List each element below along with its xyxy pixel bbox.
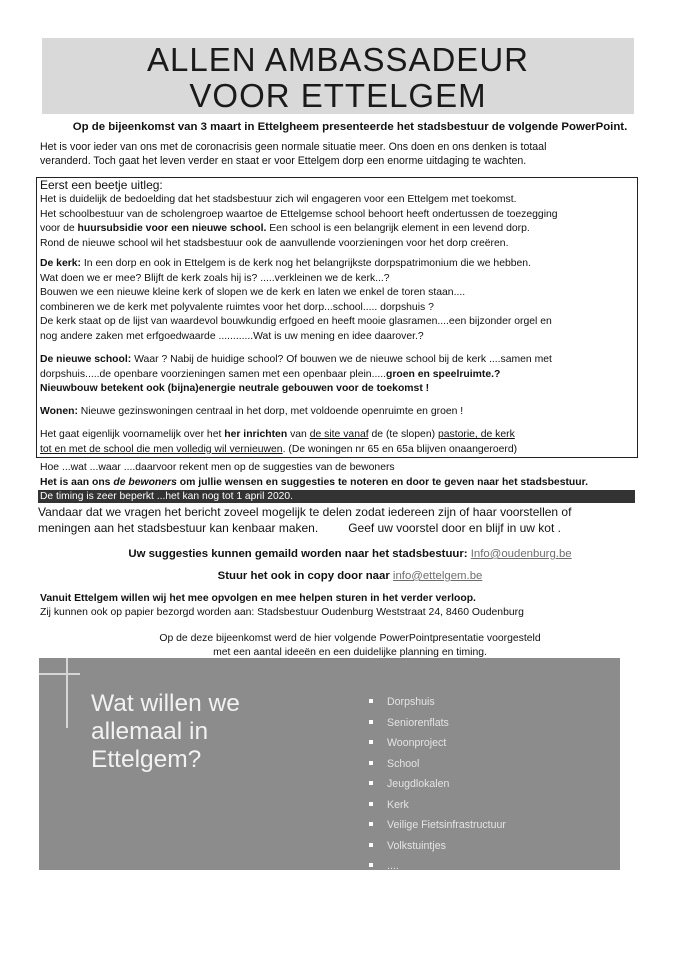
- vanuit-line-1: Vanuit Ettelgem willen wij het mee opvolgen en mee helpen sturen in het verder verloop.: [40, 593, 476, 604]
- slide-title-line-3: Ettelgem?: [91, 746, 202, 773]
- slide-list-item-label: Volkstuintjes: [387, 839, 446, 852]
- slide-list-item-label: Kerk: [387, 798, 409, 811]
- school-line-2-pre: dorpshuis.....de openbare voorzieningen samen met een openbaar plein.....: [40, 368, 387, 380]
- slide-list-item-label: School: [387, 757, 420, 770]
- vanuit-paragraph: [40, 592, 660, 620]
- inrichten-mid-2: de (te slopen): [368, 429, 438, 440]
- school-label: De nieuwe school:: [40, 354, 132, 365]
- powerpoint-slide: [39, 658, 620, 870]
- mail-line-1: [0, 548, 700, 560]
- wonen-line: [40, 405, 640, 420]
- uitleg-section: [40, 178, 640, 251]
- bullet-icon: [369, 843, 373, 847]
- intro-paragraph: [40, 140, 640, 168]
- slide-list-item-label: Seniorenflats: [387, 716, 449, 729]
- bullet-icon: [369, 802, 373, 806]
- inrichten-bold: her inrichten: [224, 429, 288, 440]
- uitleg-line-2: Het schoolbestuur van de scholengroep waartoe de Ettelgemse school behoort heeft ondertussen de toezegging: [40, 208, 558, 220]
- ettelgem-email-link[interactable]: info@ettelgem.be: [392, 570, 483, 582]
- suggesties-bold-1: Het is aan ons: [40, 476, 114, 488]
- slide-list-item-label: Jeugdlokalen: [387, 778, 450, 790]
- mail-line-1-text: Uw suggesties kunnen gemaild worden naar het stadsbestuur:: [128, 548, 471, 560]
- kerk-line-1: [40, 257, 640, 272]
- bullet-icon: [369, 761, 373, 765]
- suggesties-bold-2: om jullie wensen en suggesties te noteren en door te geven naar het stadsbestuur.: [176, 476, 588, 488]
- slide-list-item: [369, 836, 506, 857]
- slide-list-item-label: Veilige Fietsinfrastructuur: [387, 819, 506, 831]
- wonen-text: Nieuwe gezinswoningen centraal in het dorp, met voldoende openruimte en groen !: [77, 406, 464, 417]
- kerk-line-5: De kerk staat op de lijst van waardevol bouwkundig erfgoed en heeft mooie glasramen....een bijzonder orgel en: [40, 316, 552, 327]
- inrichten-line-2: [40, 443, 640, 458]
- inrichten-line-2-underline: tot en met de school die men volledig wil vernieuwen: [40, 443, 283, 455]
- title-line-2: VOOR ETTELGEM: [189, 77, 487, 114]
- uitleg-line-3: [40, 222, 640, 237]
- kerk-line-6: nog andere zaken met erfgoedwaarde ............Wat is uw mening en idee daarover.?: [40, 330, 424, 342]
- slide-title: [91, 690, 341, 774]
- school-line-3: Nieuwbouw betekent ook (bijna)energie neutrale gebouwen voor de toekomst !: [40, 383, 430, 394]
- slide-list-item: [369, 713, 506, 734]
- uitleg-line-3-post: Een school is een belangrijk element in een levend dorp.: [266, 223, 530, 234]
- uitleg-line-4: Rond de nieuwe school wil het stadsbestuur ook de aanvullende voorzieningen voor het dorp creëren.: [40, 237, 509, 249]
- timing-banner: De timing is zeer beperkt ...het kan nog tot 1 april 2020.: [38, 490, 635, 503]
- suggesties-line-1: Hoe ...wat ...waar ....daarvoor rekent men op de suggesties van de bewoners: [40, 462, 395, 473]
- kerk-line-1-text: In een dorp en ook in Ettelgem is de kerk nog het belangrijkste dorpspatrimonium die we hebben.: [81, 258, 531, 269]
- vandaag-line-2: meningen aan het stadsbestuur kan kenbaar maken. Geef uw voorstel door en blijf in uw kot .: [38, 520, 561, 535]
- school-line-1-text: Waar ? Nabij de huidige school? Of bouwen we de nieuwe school bij de kerk ....samen met: [131, 354, 552, 365]
- uitleg-heading: Eerst een beetje uitleg:: [40, 178, 163, 192]
- inrichten-line-2-post: . (De woningen nr 65 en 65a blijven onaangeroerd): [282, 443, 518, 455]
- wonen-section: [40, 405, 640, 420]
- suggesties-line-2: [40, 476, 640, 491]
- uitleg-line-1: Het is duidelijk de bedoelding dat het stadsbestuur zich wil engageren voor een Ettelgem met toekomst.: [40, 194, 517, 205]
- slide-list-item-label: ....: [387, 860, 399, 872]
- kerk-label: De kerk:: [40, 258, 82, 269]
- slide-list-item: [369, 774, 506, 795]
- inrichten-section: [40, 428, 640, 457]
- suggesties-section: [40, 461, 640, 490]
- bullet-icon: [369, 822, 373, 826]
- slide-list-item-label: Woonproject: [387, 737, 447, 749]
- vandaag-line-1: Vandaar dat we vragen het bericht zoveel mogelijk te delen zodat iedereen zijn of haar voorstellen of: [38, 505, 572, 519]
- slide-list-item: [369, 733, 506, 754]
- title-banner: [42, 38, 634, 114]
- suggesties-bold-italic: de bewoners: [113, 476, 177, 488]
- slide-list-item: [369, 815, 506, 836]
- kerk-section: [40, 257, 640, 344]
- ppt-intro-line-1: Op de deze bijeenkomst werd de hier volgende PowerPointpresentatie voorgesteld: [159, 633, 541, 644]
- uitleg-line-3-bold: huursubsidie voor een nieuwe school.: [77, 223, 267, 234]
- slide-list-item: [369, 692, 506, 713]
- bullet-icon: [369, 863, 373, 867]
- vanuit-line-2: Zij kunnen ook op papier bezorgd worden aan: Stadsbestuur Oudenburg Weststraat 24, 8460 Oudenburg: [40, 607, 524, 618]
- slide-bullet-list: [369, 692, 506, 877]
- slide-list-item: [369, 795, 506, 816]
- school-line-2-bold: groen en speelruimte.?: [386, 368, 501, 380]
- slide-decor-vertical-line: [66, 658, 68, 728]
- bullet-icon: [369, 740, 373, 744]
- slide-list-item-label: Dorpshuis: [387, 696, 435, 708]
- slide-list-item: [369, 754, 506, 775]
- subtitle: Op de bijeenkomst van 3 maart in Ettelgheem presenteerde het stadsbestuur de volgende PowerPoint.: [72, 121, 628, 133]
- inrichten-pre: Het gaat eigenlijk voornamelijk over het: [40, 429, 225, 440]
- intro-line-2: veranderd. Toch gaat het leven verder en staat er voor Ettelgem dorp een enorme uitdaging te wachten.: [40, 155, 527, 167]
- school-section: [40, 353, 640, 397]
- slide-decor-horizontal-line: [39, 673, 80, 675]
- bullet-icon: [369, 720, 373, 724]
- vandaag-paragraph: [38, 505, 648, 536]
- ppt-intro: [0, 632, 700, 660]
- slide-title-line-2: allemaal in: [91, 718, 209, 745]
- slide-list-item: [369, 856, 506, 877]
- bullet-icon: [369, 781, 373, 785]
- inrichten-underline-1: de site vanaf: [309, 429, 369, 440]
- oudenburg-email-link[interactable]: Info@oudenburg.be: [470, 548, 572, 560]
- school-line-2: [40, 368, 640, 383]
- bullet-icon: [369, 699, 373, 703]
- kerk-line-3: Bouwen we een nieuwe kleine kerk of slopen we de kerk en laten we enkel de toren staan....: [40, 287, 466, 298]
- slide-title-line-1: Wat willen we: [91, 690, 240, 717]
- intro-line-1: Het is voor ieder van ons met de coronacrisis geen normale situatie meer. Ons doen en ons denken is totaal: [40, 141, 547, 153]
- mail-line-2: [0, 570, 700, 582]
- inrichten-underline-2: pastorie, de kerk: [437, 429, 515, 440]
- ppt-intro-line-2: met een aantal ideeën en een duidelijke planning en timing.: [213, 647, 487, 658]
- wonen-label: Wonen:: [40, 406, 78, 417]
- school-line-1: [40, 353, 640, 368]
- kerk-line-2: Wat doen we er mee? Blijft de kerk zoals hij is? .....verkleinen we de kerk...?: [40, 272, 390, 284]
- inrichten-mid: van: [287, 429, 310, 440]
- inrichten-line-1: [40, 428, 640, 443]
- mail-line-2-text: Stuur het ook in copy door naar: [217, 570, 393, 582]
- uitleg-line-3-pre: voor de: [40, 223, 78, 234]
- kerk-line-4: combineren we de kerk met polyvalente ruimtes voor het dorp...school..... dorpshuis ?: [40, 301, 434, 313]
- title-line-1: ALLEN AMBASSADEUR: [147, 41, 529, 78]
